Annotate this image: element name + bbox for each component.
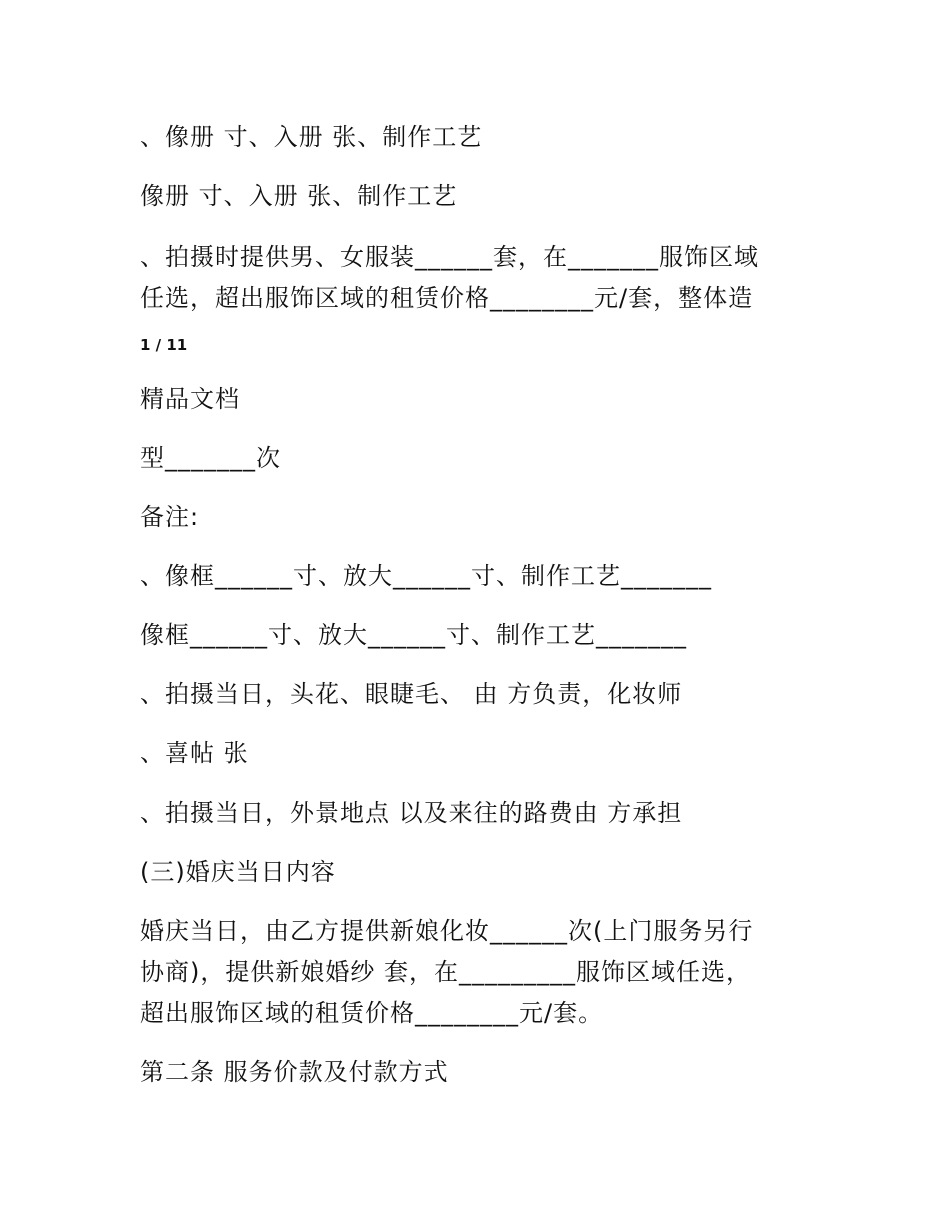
document-header: 精品文档 [140, 385, 240, 413]
text-line: 、像册 寸、入册 张、制作工艺 [140, 123, 483, 151]
page-number: 1 / 11 [140, 336, 188, 354]
text-line: 协商)，提供新娘婚纱 套，在_________服饰区域任选， [140, 958, 751, 986]
article-heading: 第二条 服务价款及付款方式 [140, 1058, 449, 1086]
section-heading: (三)婚庆当日内容 [140, 858, 336, 886]
text-line: 像册 寸、入册 张、制作工艺 [140, 182, 458, 210]
text-line: 超出服饰区域的租赁价格________元/套。 [140, 999, 604, 1027]
text-line: 、喜帖 张 [140, 739, 249, 767]
text-line: 像框______寸、放大______寸、制作工艺_______ [140, 621, 687, 649]
text-line: 型_______次 [140, 444, 281, 472]
text-line: 、拍摄当日，外景地点 以及来往的路费由 方承担 [140, 799, 683, 827]
text-line: 、拍摄当日，头花、眼睫毛、 由 方负责，化妆师 [140, 680, 683, 708]
text-line: 、像框______寸、放大______寸、制作工艺_______ [140, 562, 712, 590]
text-line: 任选，超出服饰区域的租赁价格________元/套，整体造 [140, 284, 754, 312]
text-line: 、拍摄时提供男、女服装______套，在_______服饰区域 [140, 243, 759, 271]
text-line: 备注: [140, 503, 200, 531]
text-line: 婚庆当日，由乙方提供新娘化妆______次(上门服务另行 [140, 917, 754, 945]
